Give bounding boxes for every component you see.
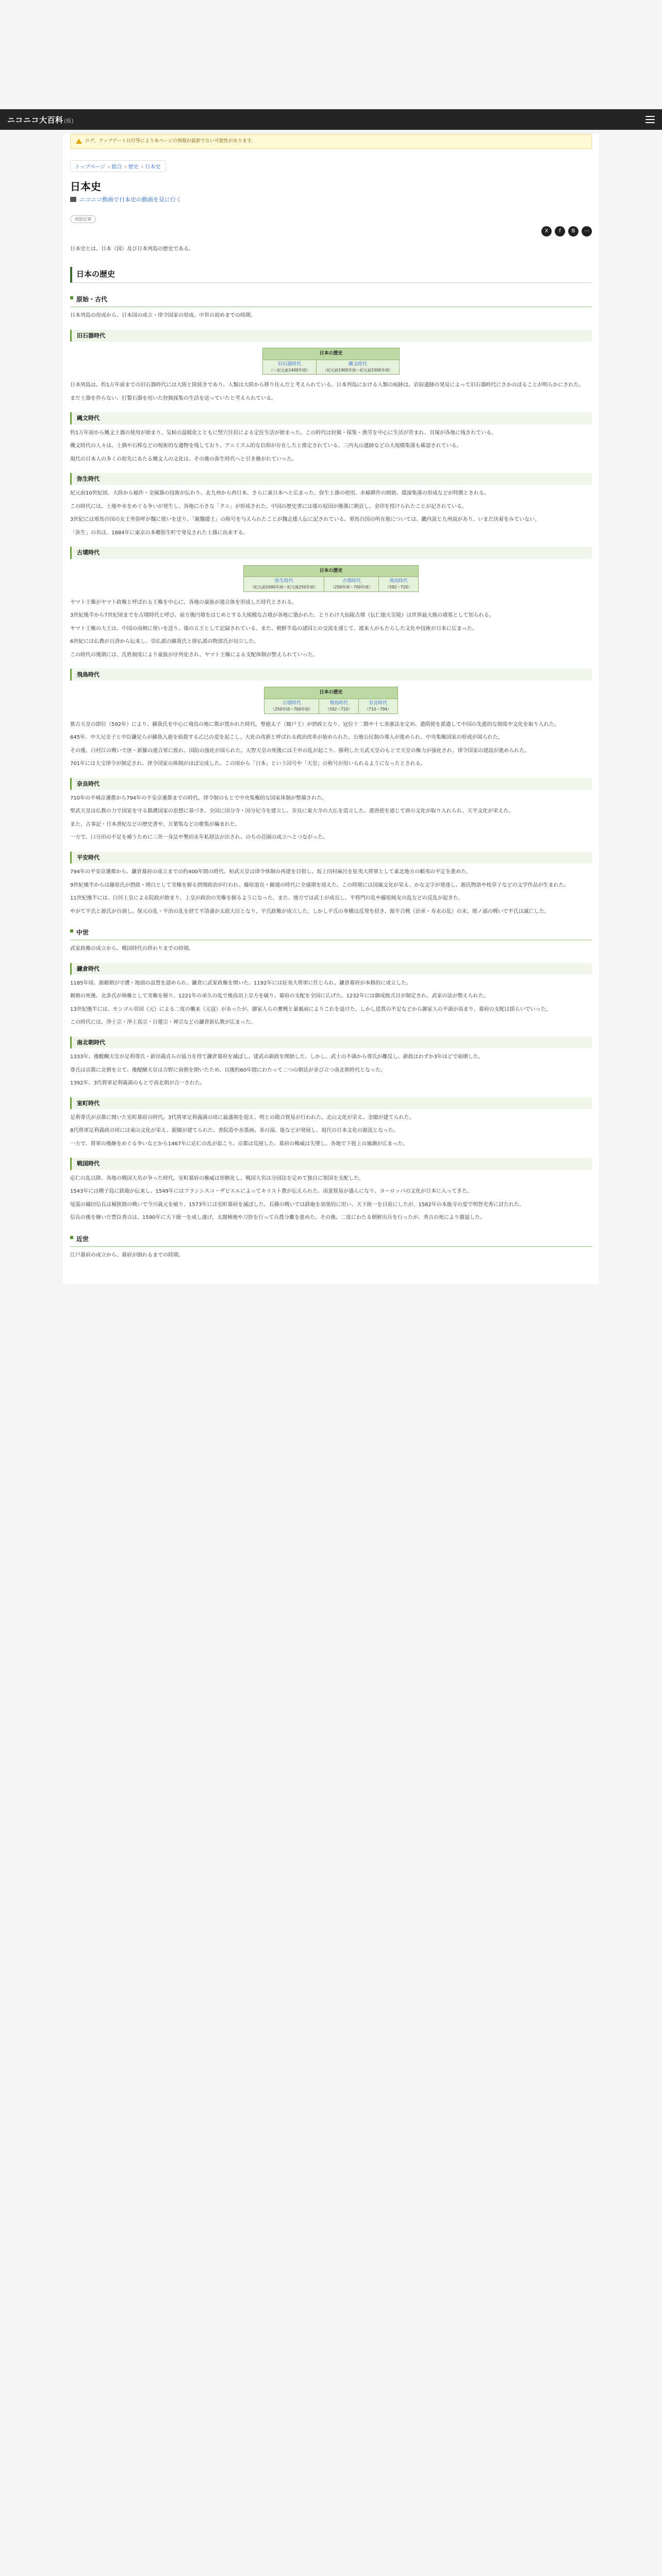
paragraph: 一方で、将軍の後継をめぐる争いなどから1467年に応仁の乱が起こり、京都は荒廃した。幕府の権威は失墜し、各地で下剋上の風潮が広まった。 — [70, 1141, 408, 1147]
paragraph: 13世紀後半には、モンゴル帝国（元）による二度の襲来（元寇）があったが、御家人らの奮戦と暴風雨によりこれを退けた。しかし恩賞の不足などから御家人の不満が高まり、幕府の支配は揺らいでいった。 — [70, 1006, 551, 1012]
period-table-head: 日本の歴史 — [263, 348, 400, 360]
menu-icon[interactable] — [646, 116, 655, 123]
section-heading: 縄文時代 — [70, 412, 592, 424]
paragraph: 縄文時代の人々は、土偶や石棒などの呪術的な遺物を残しており、アニミズム的な信仰が存在したと推定されている。三内丸山遺跡などの大規模集落も確認されている。 — [70, 443, 462, 449]
section-heading: 日本の歴史 — [70, 267, 592, 283]
paragraph: この時代には、浄土宗・浄土真宗・日蓮宗・禅宗などの鎌倉新仏教が広まった。 — [70, 1020, 256, 1026]
paragraph: 一方で、口分田の不足を補うために三世一身法や墾田永年私財法が出され、のちの荘園の成立へとつながった。 — [70, 835, 328, 841]
section-heading: 古墳時代 — [70, 547, 592, 558]
paragraph: その後、白村江の戦いで唐・新羅の連合軍に敗れ、国防の強化が図られた。天智天皇の死後には壬申の乱が起こり、勝利した天武天皇のもとで天皇の権力が強化され、律令国家の建設が進められた。 — [70, 748, 530, 754]
paragraph: この時代には、土地や水をめぐる争いが発生し、各地に小さな「クニ」が形成された。中国の歴史書には倭の奴国が後漢に朝貢し、金印を授けられたことが記されている。 — [70, 503, 467, 510]
paragraph: 足利尊氏が京都に開いた室町幕府の時代。3代将軍足利義満の頃に最盛期を迎え、明との勘合貿易が行われた。北山文化が栄え、金閣が建てられた。 — [70, 1114, 415, 1121]
section-heading: 室町時代 — [70, 1097, 592, 1109]
section-heading: 近世 — [70, 1234, 592, 1247]
article-body — [63, 245, 599, 1260]
site-logo[interactable]: ニコニコ大百科 (仮) — [7, 115, 74, 125]
period-table-head: 日本の歴史 — [244, 565, 418, 577]
breadcrumb-item[interactable]: 歴史 — [128, 164, 139, 170]
period-table — [264, 687, 398, 714]
paragraph: また、古事記・日本書紀などの歴史書や、万葉集などの歌集が編まれた。 — [70, 821, 240, 827]
paragraph: 1543年には種子島に鉄砲が伝来し、1549年にはフランシスコ・ザビエルによってキリスト教が伝えられた。南蛮貿易が盛んになり、ヨーロッパの文化が日本に入ってきた。 — [70, 1189, 472, 1195]
breadcrumb-item[interactable]: トップページ — [75, 164, 106, 170]
paragraph: 日本列島は、約1万年前までの旧石器時代には大陸と陸続きであり、人類は大陸から移り住んだと考えられている。日本列島における人類の痕跡は、岩宿遺跡の発見によって旧石器時代にさかのぼることが明らかにされた。 — [70, 382, 584, 388]
paragraph: ヤマト王権がヤマト政権と呼ばれる王権を中心に、各地の豪族が連合体を形成した時代とされる。 — [70, 599, 297, 605]
paragraph: 794年の平安京遷都から、鎌倉幕府の成立までの約400年間の時代。桓武天皇は律令体制の再建を目指し、坂上田村麻呂を征夷大将軍として東北地方の蝦夷の平定を進めた。 — [70, 869, 472, 875]
paragraph: 武家政権の成立から、戦国時代の終わりまでの時期。 — [70, 946, 194, 952]
paragraph: この時代の後期には、氏姓制度により豪族が序列化され、ヤマト王権による支配体制が整えられていった。 — [70, 652, 318, 658]
paragraph: ヤマト王権の大王は、中国の南朝に使いを送り、倭の五王として記録されている。また、朝鮮半島の諸国との交流を通じて、渡来人がもたらした文化や技術が日本に広まった。 — [70, 625, 477, 632]
article-header — [70, 178, 592, 236]
paragraph: 11世紀後半には、白河上皇による院政が始まり、上皇が政治の実権を握るようになった。また、地方では武士が成長し、平将門の乱や藤原純友の乱などの反乱が起きた。 — [70, 895, 464, 902]
paragraph: 3世紀後半から7世紀頃までを古墳時代と呼び、前方後円墳をはじめとする大規模な古墳が各地に築かれた。とりわけ大仙陵古墳（伝仁徳天皇陵）は世界最大級の墳墓として知られる。 — [70, 613, 494, 619]
watch-video-link[interactable]: ニコニコ動画で日本史の動画を見に行く — [70, 195, 592, 204]
facebook-share-icon[interactable]: f — [555, 226, 565, 236]
article-type-badge: 単語記事 — [70, 215, 96, 223]
paragraph: 現代の日本人の多くの祖先にあたる縄文人の文化は、その後の弥生時代へと引き継がれていった。 — [70, 456, 297, 462]
period-cell[interactable]: 旧石器時代 （〜紀元前1400年頃） — [263, 360, 317, 374]
x-share-icon[interactable]: X — [541, 226, 552, 236]
paragraph: 尾張の織田信長は桶狭間の戦いで今川義元を破り、1573年には室町幕府を滅ぼした。長篠の戦いでは鉄砲を効果的に用い、天下統一を目前にしたが、1582年の本能寺の変で明智光秀に討たれた。 — [70, 1201, 524, 1208]
paragraph: 江戸幕府の成立から、幕府が倒れるまでの時期。 — [70, 1252, 184, 1258]
period-cell[interactable]: 飛鳥時代 （592〜710） — [379, 577, 418, 591]
paragraph: 推古天皇の即位（592年）により、蘇我氏を中心に飛鳥の地に都が置かれた時代。聖徳太子（厩戸王）が摂政となり、冠位十二階や十七条憲法を定め、遣隋使を派遣して中国の先進的な制度や文化を取り入れた。 — [70, 721, 559, 727]
paragraph: 701年には大宝律令が制定され、律令国家の体制がほぼ完成した。この頃から「日本」という国号や「天皇」の称号が用いられるようになったとされる。 — [70, 761, 426, 767]
period-table — [262, 348, 400, 375]
section-heading: 平安時代 — [70, 852, 592, 863]
share-buttons — [70, 226, 592, 236]
paragraph: 日本列島の形成から、日本国の成立・律令国家の形成、中世の初めまでの時期。 — [70, 313, 256, 319]
paragraph: 1185年頃、源頼朝が守護・地頭の設置を認められ、鎌倉に武家政権を開いた。1192年には征夷大将軍に任じられ、鎌倉幕府が本格的に成立した。 — [70, 980, 412, 986]
paragraph: 紀元前10世紀頃、大陸から稲作・金属器の技術が伝わり、北九州から西日本、さらに東日本へと広まった。弥生土器の使用、水稲耕作の開始、環濠集落の形成などが特徴とされる。 — [70, 490, 489, 497]
paragraph: 尊氏は京都に北朝を立て、後醍醐天皇は吉野に南朝を開いたため、以後約60年間にわたって二つの朝廷が並び立つ南北朝時代となった。 — [70, 1067, 386, 1073]
paragraph: 信長の後を継いだ豊臣秀吉は、1590年に天下統一を成し遂げ、太閤検地や刀狩を行って兵農分離を進めた。その後、二度にわたる朝鮮出兵を行ったが、秀吉の死により撤退した。 — [70, 1215, 486, 1221]
top-bar — [0, 109, 662, 130]
section-heading: 奈良時代 — [70, 778, 592, 790]
page-title: 日本史 — [70, 181, 101, 193]
period-table-head: 日本の歴史 — [264, 687, 398, 699]
paragraph: 頼朝の死後、北条氏が執権として実権を握り、1221年の承久の乱で後鳥羽上皇方を破り、幕府の支配を全国に広げた。1232年には御成敗式目が制定され、武家の法が整えられた。 — [70, 993, 489, 999]
period-cell[interactable]: 古墳時代 （250年頃〜700年頃） — [324, 577, 379, 591]
period-cell[interactable]: 奈良時代 （710〜794） — [358, 699, 398, 714]
period-cell[interactable]: 飛鳥時代 （592〜710） — [319, 699, 358, 714]
paragraph: 9世紀後半からは藤原氏が摂政・関白として実権を握る摂関政治が行われ、藤原道長・頼通の時代に全盛期を迎えた。この時期には国風文化が栄え、かな文字が発達し、源氏物語や枕草子などの文学作品が生まれた。 — [70, 882, 569, 888]
breadcrumb: トップページ › 総合 › 歴史 › 日本史 — [70, 160, 166, 172]
more-share-icon[interactable]: ⋯ — [582, 226, 592, 236]
video-icon — [70, 197, 76, 202]
paragraph: やがて平氏と源氏が台頭し、保元の乱・平治の乱を経て平清盛が太政大臣となり、平氏政権が成立した。しかし平氏の専横は反発を招き、源平合戦（治承・寿永の乱）の末、壇ノ浦の戦いで平氏は滅亡した。 — [70, 908, 550, 914]
section-heading: 旧石器時代 — [70, 330, 592, 342]
section-heading: 鎌倉時代 — [70, 963, 592, 975]
section-heading: 原始・古代 — [70, 294, 592, 307]
breadcrumb-item[interactable]: 総合 — [111, 164, 122, 170]
paragraph: 聖武天皇は仏教の力で国家を守る鎮護国家の思想に基づき、全国に国分寺・国分尼寺を建立し、奈良に東大寺の大仏を造立した。遣唐使を通じて唐の文化が取り入れられ、天平文化が栄えた。 — [70, 808, 514, 815]
paragraph: 1333年、後醍醐天皇が足利尊氏・新田義貞らの協力を得て鎌倉幕府を滅ぼし、建武の新政を開始した。しかし、武士の不満から尊氏が離反し、新政はわずか3年ほどで崩壊した。 — [70, 1054, 484, 1060]
section-heading: 戦国時代 — [70, 1158, 592, 1170]
paragraph: 応仁の乱以降、各地の戦国大名が争った時代。室町幕府の権威は形骸化し、戦国大名は分国法を定めて独自に領国を支配した。 — [70, 1175, 364, 1181]
period-cell[interactable]: 弥生時代 （紀元前1000年頃〜紀元後250年頃） — [244, 577, 324, 591]
period-cell[interactable]: 縄文時代 （紀元前1400年頃〜紀元前1000年頃） — [317, 360, 400, 374]
paragraph: 645年、中大兄皇子と中臣鎌足らが蘇我入鹿を暗殺する乙巳の変を起こし、大化の改新と呼ばれる政治改革が始められた。公地公民制の導入が進められ、中央集権国家の形成が図られた。 — [70, 735, 503, 741]
section-heading: 中世 — [70, 927, 592, 940]
section-heading: 飛鳥時代 — [70, 669, 592, 681]
period-cell[interactable]: 古墳時代 （250年頃〜700年頃） — [264, 699, 319, 714]
section-heading: 弥生時代 — [70, 473, 592, 485]
notice-banner: ログ、アップデート日付等により本ページの情報が最新でない可能性があります。 — [70, 134, 592, 149]
page — [63, 134, 599, 1284]
paragraph: 6世紀には仏教が百済から伝来し、崇仏派の蘇我氏と排仏派の物部氏が対立した。 — [70, 639, 259, 645]
paragraph: 3世紀には邪馬台国の女王卑弥呼が魏に使いを送り、「親魏倭王」の称号を与えられたことが魏志倭人伝に記されている。邪馬台国の所在地については、畿内説と九州説があり、いまだ決着をみていない。 — [70, 517, 540, 523]
warning-icon — [76, 139, 82, 144]
paragraph: 1392年、3代将軍足利義満のもとで南北朝が合一された。 — [70, 1080, 205, 1087]
breadcrumb-item[interactable]: 日本史 — [145, 164, 161, 170]
paragraph: まだ土器を作らない、打製石器を用いた狩猟採集の生活を送っていたと考えられている。 — [70, 395, 276, 401]
paragraph: 約1万年前から縄文土器の使用が始まり、気候の温暖化とともに竪穴住居による定住生活が始まった。この時代は狩猟・採集・漁労を中心に生活が営まれ、貝塚が各地に残されている。 — [70, 430, 496, 436]
paragraph: 「弥生」の名は、1884年に東京の本郷弥生町で発見された土器に由来する。 — [70, 530, 249, 536]
hatena-share-icon[interactable]: B — [568, 226, 578, 236]
section-heading: 南北朝時代 — [70, 1037, 592, 1048]
intro: 日本史とは、日本（国）及び日本列島の歴史である。 — [70, 246, 194, 252]
paragraph: 8代将軍足利義政の頃には東山文化が栄え、銀閣が建てられた。書院造や水墨画、茶の湯、能などが発展し、現代の日本文化の源流となった。 — [70, 1128, 399, 1134]
period-table — [243, 565, 418, 592]
paragraph: 710年の平城京遷都から794年の平安京遷都までの時代。律令制のもとで中央集権的な国家体制が整備された。 — [70, 795, 327, 801]
